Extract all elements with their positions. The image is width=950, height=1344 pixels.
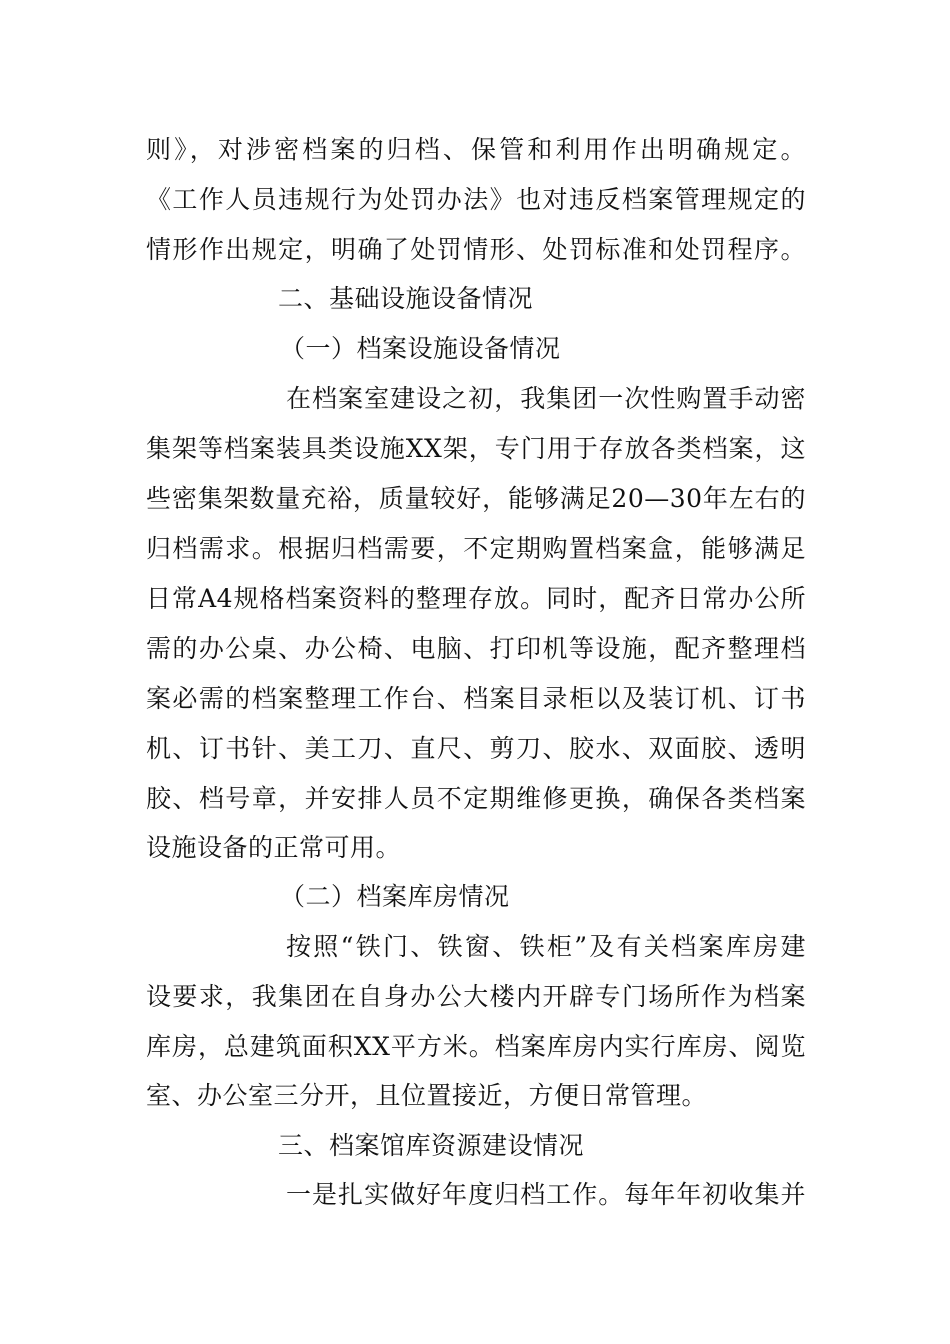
text-line: 日常A4规格档案资料的整理存放。同时，配齐日常办公所 — [146, 584, 806, 613]
text-line: 《工作人员违规行为处罚办法》也对违反档案管理规定的 — [146, 185, 806, 214]
text-line: 情形作出规定，明确了处罚情形、处罚标准和处罚程序。 — [146, 235, 806, 264]
paragraph-first-line: 在档案室建设之初，我集团一次性购置手动密 — [286, 384, 806, 413]
text-line: 些密集架数量充裕，质量较好，能够满足20—30年左右的 — [146, 484, 806, 513]
text-line: 设要求，我集团在自身办公大楼内开辟专门场所作为档案 — [146, 982, 806, 1011]
text-line: 室、办公室三分开，且位置接近，方便日常管理。 — [146, 1081, 708, 1110]
section-heading: 二、基础设施设备情况 — [278, 284, 534, 313]
subsection-heading: （一）档案设施设备情况 — [280, 334, 561, 363]
text-line: 需的办公桌、办公椅、电脑、打印机等设施，配齐整理档 — [146, 634, 806, 663]
text-line: 设施设备的正常可用。 — [146, 833, 402, 862]
paragraph-first-line: 按照“铁门、铁窗、铁柜”及有关档案库房建 — [286, 932, 806, 961]
text-line: 胶、档号章，并安排人员不定期维修更换，确保各类档案 — [146, 784, 806, 813]
text-line: 机、订书针、美工刀、直尺、剪刀、胶水、双面胶、透明 — [146, 734, 806, 763]
text-line: 归档需求。根据归档需要，不定期购置档案盒，能够满足 — [146, 534, 806, 563]
text-line: 案必需的档案整理工作台、档案目录柜以及装订机、订书 — [146, 684, 806, 713]
subsection-heading: （二）档案库房情况 — [280, 882, 510, 911]
text-line: 库房，总建筑面积XX平方米。档案库房内实行库房、阅览 — [146, 1032, 806, 1061]
text-line: 则》，对涉密档案的归档、保管和利用作出明确规定。 — [146, 135, 806, 164]
paragraph-first-line: 一是扎实做好年度归档工作。每年年初收集并 — [286, 1180, 806, 1209]
section-heading: 三、档案馆库资源建设情况 — [278, 1131, 585, 1160]
text-line: 集架等档案装具类设施XX架，专门用于存放各类档案，这 — [146, 434, 806, 463]
